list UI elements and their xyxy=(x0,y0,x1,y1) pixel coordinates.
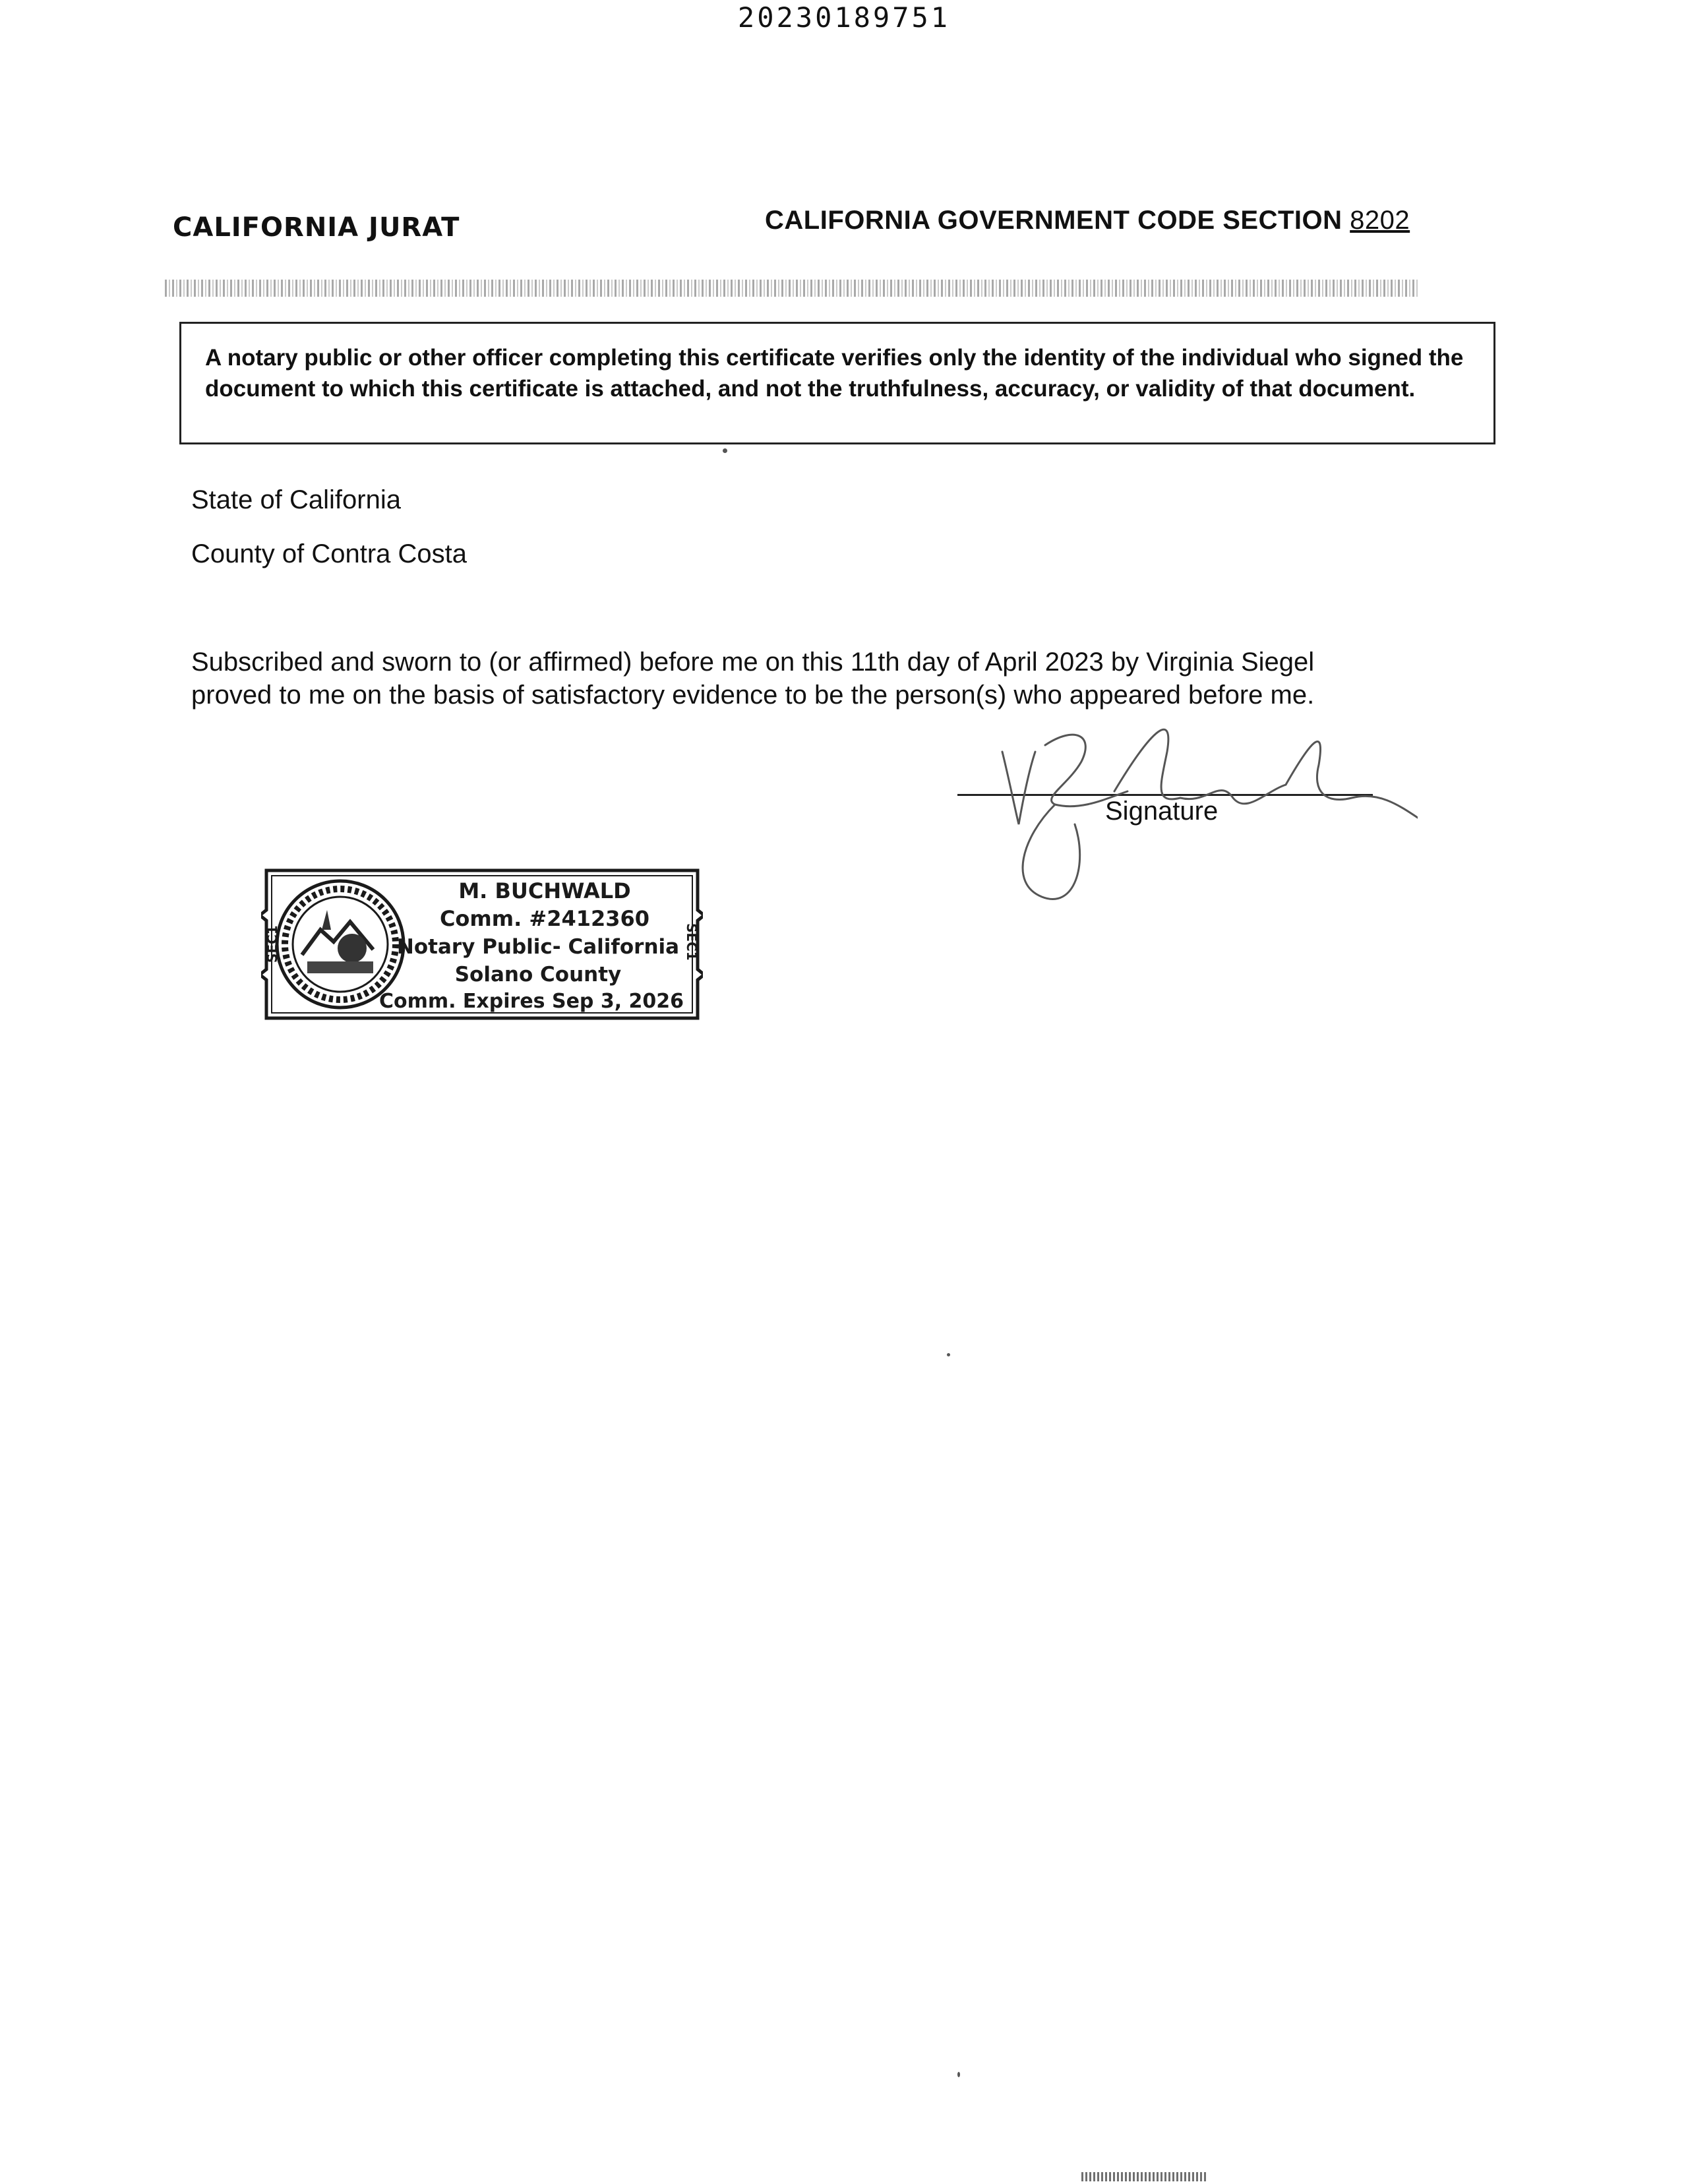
scan-barcode-fragment xyxy=(1081,2172,1207,2181)
stamp-side-right: SEC1 xyxy=(684,923,700,961)
county-line: County of Contra Costa xyxy=(191,539,467,568)
signature-label: Signature xyxy=(1105,797,1219,826)
code-section-title xyxy=(765,206,1410,235)
stamp-side-left: SEC1 xyxy=(264,925,280,963)
state-seal-icon xyxy=(277,881,404,1008)
stamp-county: Solano County xyxy=(454,963,622,986)
document-number: 20230189751 xyxy=(737,1,951,34)
jurat-statement-line-1: Subscribed and sworn to (or affirmed) before me on this 11th day of April 2023 by Virginia Siegel xyxy=(191,648,1315,677)
notice-box xyxy=(179,322,1495,444)
notice-text: A notary public or other officer completing this certificate verifies only the identity of the individual who signed the document to which this certificate is attached, and not the truthfulness, accuracy, or validity of that document. xyxy=(205,345,1464,402)
handwritten-signature xyxy=(982,699,1418,923)
stamp-commission: Comm. #2412360 xyxy=(439,906,650,931)
scan-speck xyxy=(957,2072,960,2077)
code-section-number: 8202 xyxy=(1350,206,1410,235)
code-section-prefix: CALIFORNIA GOVERNMENT CODE SECTION xyxy=(765,206,1342,235)
scan-speck xyxy=(947,1353,950,1356)
jurat-title: CALIFORNIA JURAT xyxy=(173,212,460,243)
jurat-statement-line-2: proved to me on the basis of satisfactory evidence to be the person(s) who appeared before me. xyxy=(191,681,1315,710)
decorative-border-band xyxy=(165,280,1418,297)
stamp-title: Notary Public- California xyxy=(396,935,680,959)
notary-stamp xyxy=(261,864,703,1025)
state-line: State of California xyxy=(191,485,401,514)
stamp-name: M. BUCHWALD xyxy=(458,878,631,903)
stamp-expires: Comm. Expires Sep 3, 2026 xyxy=(378,990,684,1013)
scan-speck xyxy=(723,448,727,453)
